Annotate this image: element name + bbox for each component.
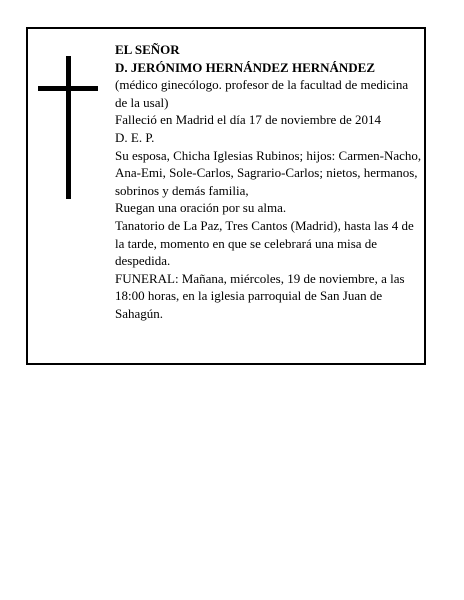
rest-in-peace: D. E. P. xyxy=(115,129,155,145)
wake-details: Tanatorio de La Paz, Tres Cantos (Madrid), hasta las 4 de la tarde, momento en que se celebrará una misa de despedida. xyxy=(115,217,414,269)
death-statement: Falleció en Madrid el día 17 de noviembre de 2014 xyxy=(115,112,382,128)
cross-icon xyxy=(38,56,98,199)
obituary-notice xyxy=(26,27,426,365)
deceased-name: D. JERÓNIMO HERNÁNDEZ HERNÁNDEZ xyxy=(115,59,376,75)
funeral-details: FUNERAL: Mañana, miércoles, 19 de noviembre, a las 18:00 horas, en la iglesia parroquial de San Juan de Sahagún. xyxy=(115,270,405,321)
prayer-request: Ruegan una oración por su alma. xyxy=(115,200,287,216)
obituary-text xyxy=(115,41,423,323)
deceased-profession: (médico ginecólogo. profesor de la facultad de medicina de la usal) xyxy=(115,77,409,110)
family-list: Su esposa, Chicha Iglesias Rubinos; hijos: Carmen-Nacho, Ana-Emi, Sole-Carlos, Sagrario-Carlos; nietos, hermanos, sobrinos y demás familia, xyxy=(115,147,422,198)
notice-title: EL SEÑOR xyxy=(115,42,180,57)
cross-horizontal-bar xyxy=(38,86,98,91)
cross-vertical-bar xyxy=(66,56,71,199)
